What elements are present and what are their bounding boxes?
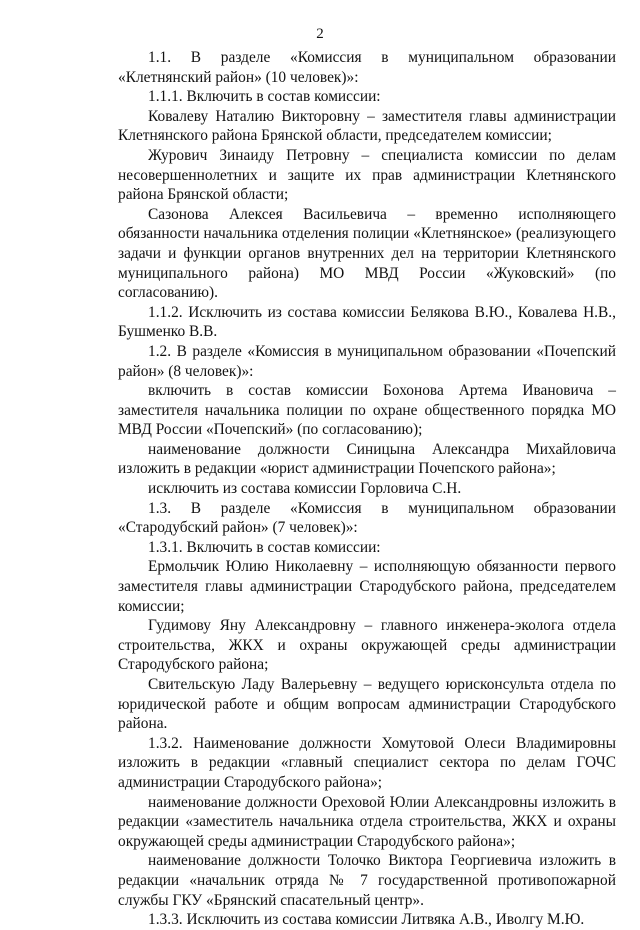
paragraph-tolochko: наименование должности Толочко Виктора Георгиевича изложить в редакции «начальник отряда № 7 государственной противопожарной службы ГКУ «Брянский спасательный центр».: [118, 852, 616, 909]
paragraph-svitelskaya: Свительскую Ладу Валерьевну – ведущего юрисконсульта отдела по юридической работе и общим вопросам администрации Стародубского района.: [118, 676, 616, 733]
paragraph-1-3-3: 1.3.3. Исключить из состава комиссии Литвяка А.В., Иволгу М.Ю.: [148, 911, 585, 929]
paragraph-1-2: 1.2. В разделе «Комиссия в муниципальном образовании «Почепский район» (8 человек)»:: [118, 342, 616, 380]
paragraph-1-3-2: 1.3.2. Наименование должности Хомутовой Олеси Владимировны изложить в редакции «главный специалист сектора по делам ГОЧС администрации Стародубского района»;: [118, 734, 616, 791]
paragraph-1-1-1: 1.1.1. Включить в состав комиссии:: [148, 88, 381, 106]
paragraph-sinitsyn: наименование должности Синицына Александра Михайловича изложить в редакции «юрист администрации Почепского района»;: [118, 440, 616, 478]
paragraph-orekhova: наименование должности Ореховой Юлии Александровны изложить в редакции «заместитель начальника отдела строительства, ЖКХ и охраны окружающей среды администрации Стародубского района»;: [118, 793, 616, 850]
paragraph-1-3: 1.3. В разделе «Комиссия в муниципальном образовании «Стародубский район» (7 человек)»:: [118, 499, 616, 537]
paragraph-bokhonov: включить в состав комиссии Бохонова Артема Ивановича – заместителя начальника полиции по охране общественного порядка МО МВД России «Почепский» (по согласованию);: [118, 382, 616, 439]
paragraph-1-3-1: 1.3.1. Включить в состав комиссии:: [148, 538, 381, 556]
paragraph-1-1-2: 1.1.2. Исключить из состава комиссии Белякова В.Ю., Ковалева Н.В., Бушменко В.В.: [118, 303, 616, 341]
paragraph-kovaleva: Ковалеву Наталию Викторовну – заместителя главы администрации Клетнянского района Брянской области, председателем комиссии;: [118, 107, 616, 145]
paragraph-gudimova: Гудимову Яну Александровну – главного инженера-эколога отдела строительства, ЖКХ и охраны окружающей среды администрации Стародубского района;: [118, 617, 616, 674]
paragraph-zhurovich: Журович Зинаиду Петровну – специалиста комиссии по делам несовершеннолетних и защите их прав администрации Клетнянского района Брянской области;: [118, 146, 616, 204]
paragraph-1-1: 1.1. В разделе «Комиссия в муниципальном образовании «Клетнянский район» (10 человек)»:: [118, 49, 616, 86]
page-number: 2: [316, 26, 324, 42]
paragraph-gorlovich: исключить из состава комиссии Горловича С.Н.: [148, 480, 462, 498]
paragraph-ermolchik: Ермольчик Юлию Николаевну – исполняющую обязанности первого заместителя главы администрации Стародубского района, председателем комиссии;: [118, 558, 616, 615]
paragraph-sazonov: Сазонова Алексея Васильевича – временно исполняющего обязанности начальника отделения полиции «Клетнянское» (реализующего задачи и функции органов внутренних дел на территории Клетнянского муниципального района) МО МВД России «Жуковский» (по согласованию).: [118, 205, 616, 302]
document-body: [118, 48, 616, 930]
